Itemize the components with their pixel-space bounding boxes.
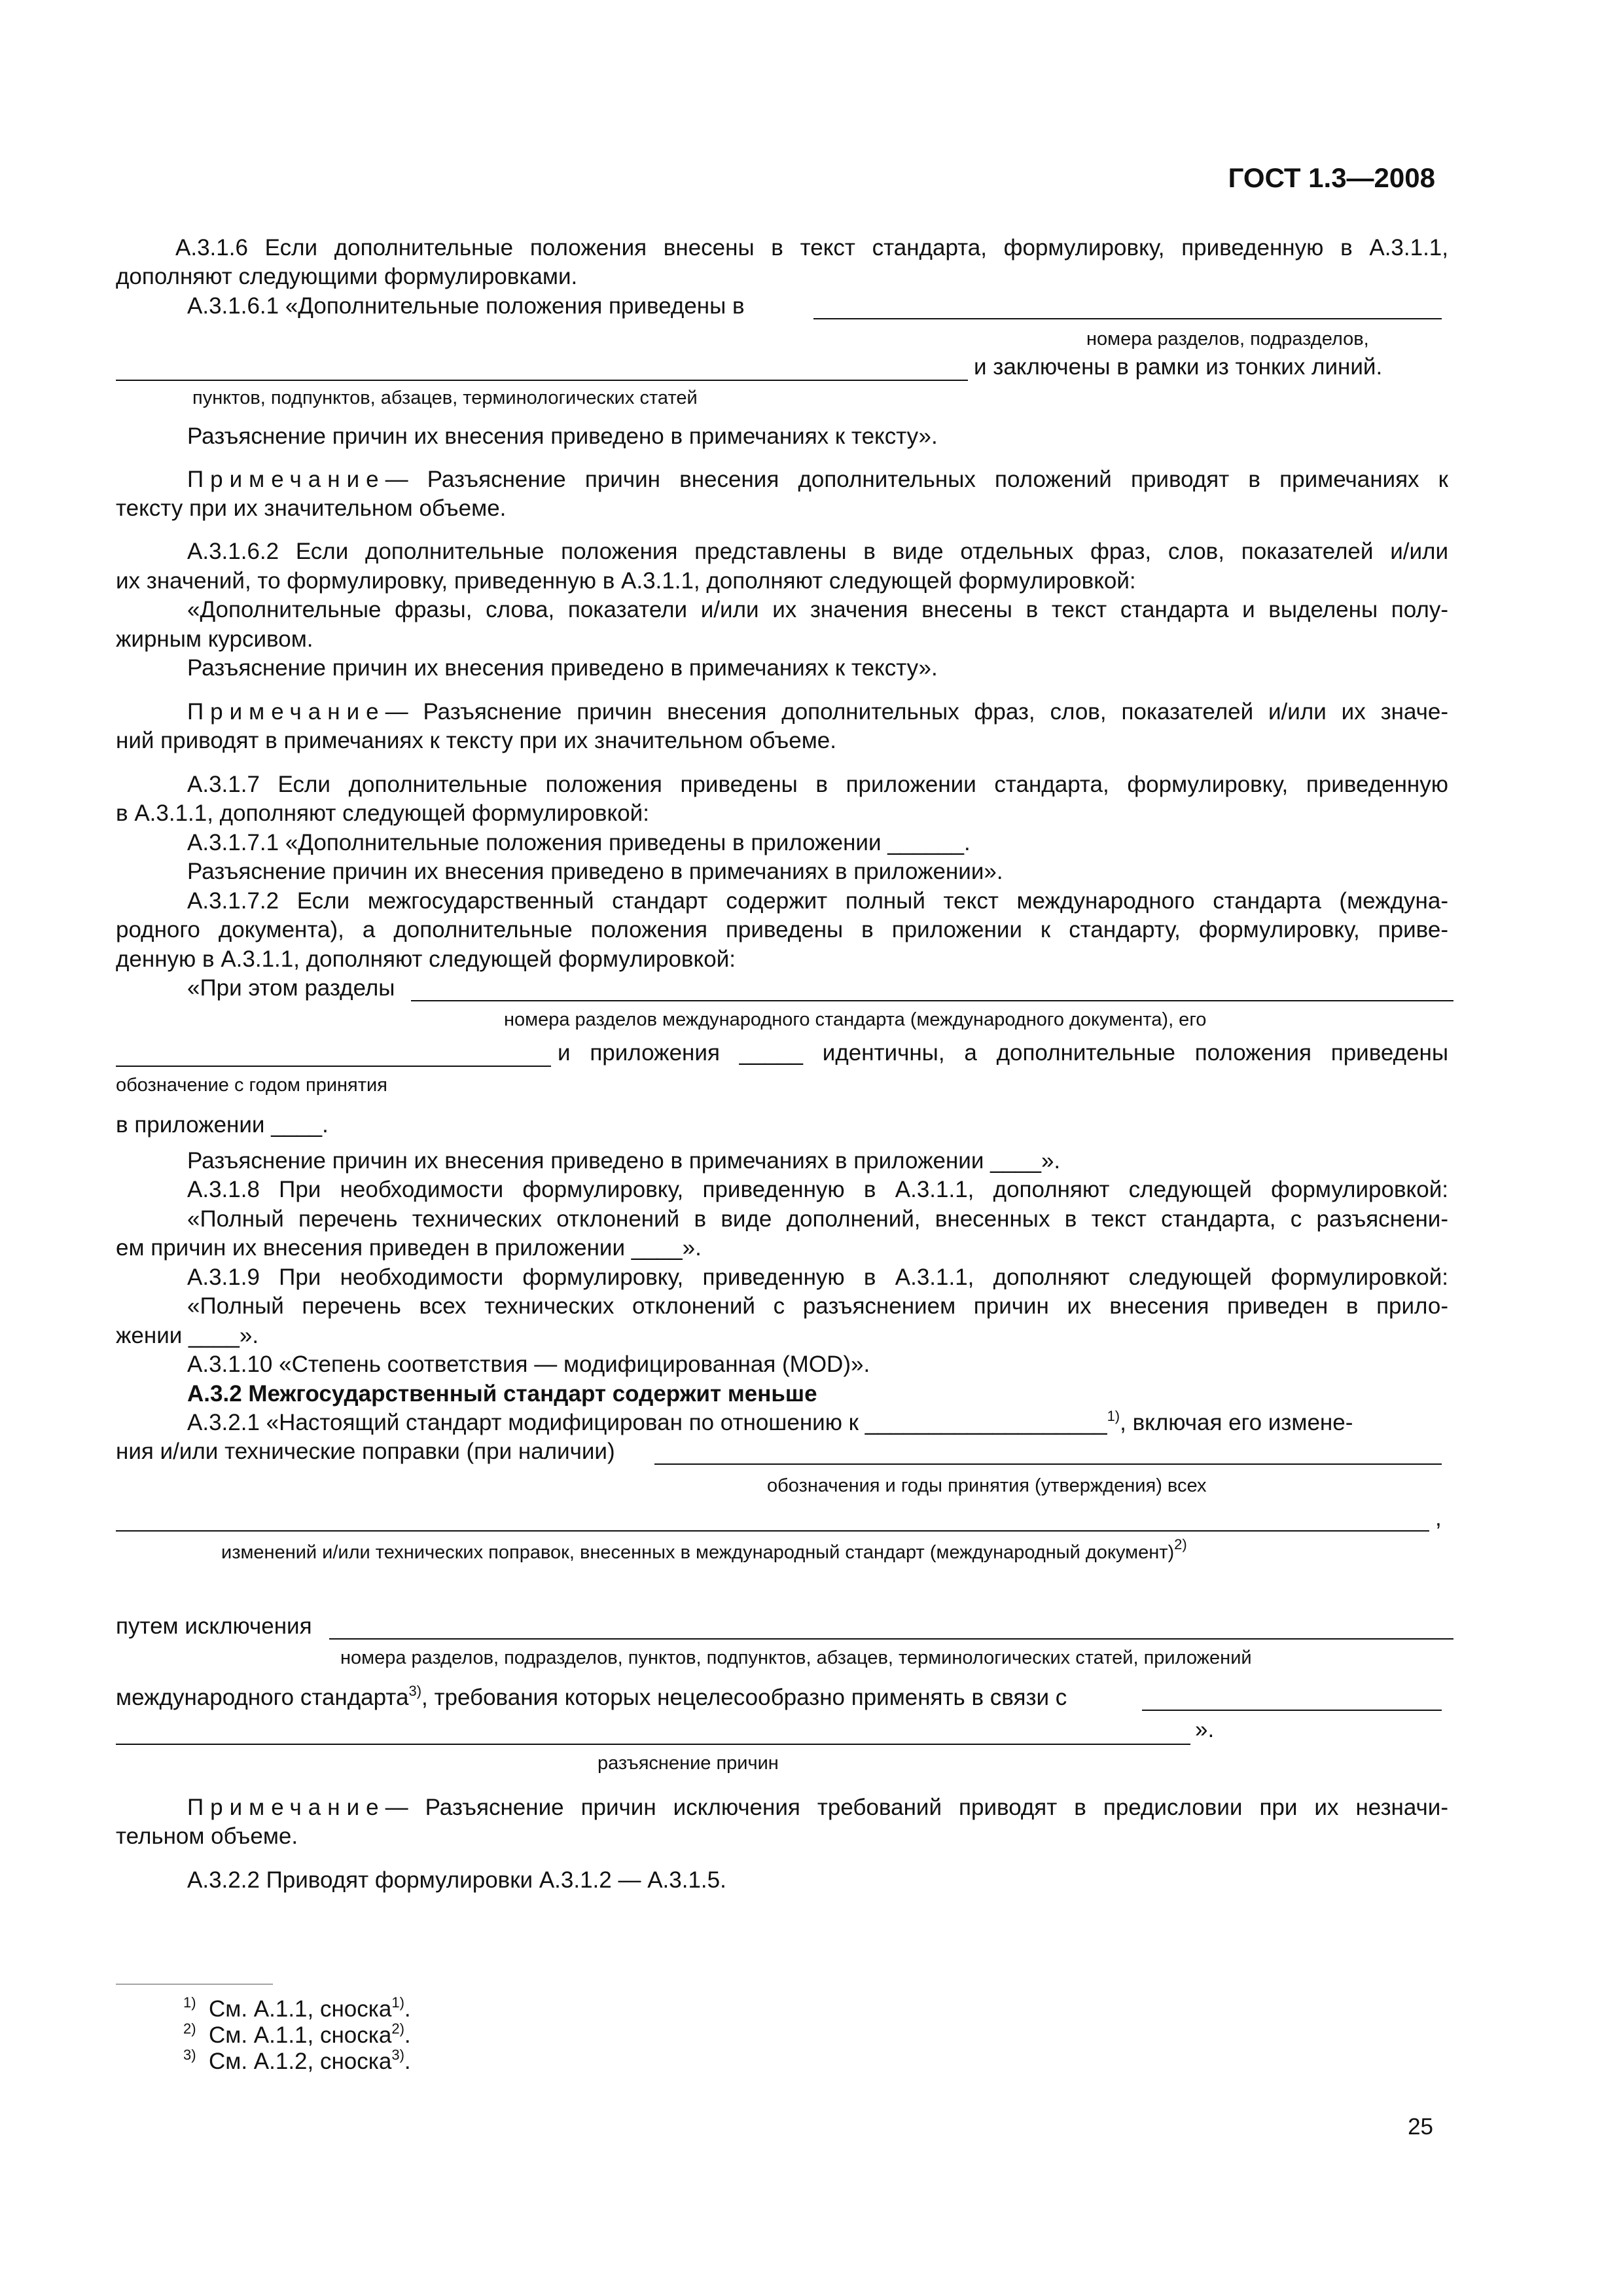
document-header: ГОСТ 1.3—2008	[1228, 162, 1435, 193]
paragraph-a3172-line6: в приложении ____.	[116, 1112, 329, 1138]
closing-quote: ».	[1195, 1717, 1215, 1742]
paragraph-a319-line3: жении ____».	[116, 1323, 259, 1348]
note-1-line2: тексту при их значительном объеме.	[116, 495, 507, 521]
paragraph-a3172-line4: «При этом разделы	[187, 975, 395, 1001]
blank-line	[116, 1744, 1190, 1745]
field-caption: номера разделов международного стандарта (международного документа), его	[504, 1009, 1207, 1030]
paragraph-a317-line1: А.3.1.7 Если дополнительные положения приведены в приложении стандарта, формулировку, приведенную	[187, 772, 1448, 797]
blank-line	[654, 1463, 1442, 1465]
paragraph-a318-line3: ем причин их внесения приведен в приложении ____».	[116, 1235, 702, 1261]
paragraph-a316-line2: дополняют следующими формулировками.	[116, 264, 578, 289]
footnote-3: $^{3)}$ См. А.1.2, сноска$^{3)}$.	[183, 2047, 411, 2074]
field-caption: обозначение с годом принятия	[116, 1075, 387, 1096]
paragraph-a3221-line3: путем исключения	[116, 1613, 312, 1639]
field-caption: номера разделов, подразделов, пунктов, подпунктов, абзацев, терминологических статей, приложений	[340, 1647, 1252, 1668]
paragraph-a3162-line2: их значений, то формулировку, приведенную в А.3.1.1, дополняют следующей формулировкой:	[116, 568, 1136, 594]
paragraph-a3172-line5: и приложения _____ идентичны, а дополнительные положения приведены	[558, 1040, 1448, 1066]
note-label: Примечание	[187, 467, 385, 492]
field-caption: пунктов, подпунктов, абзацев, терминологических статей	[192, 387, 698, 408]
paragraph-a3221-line2: ния и/или технические поправки (при наличии)	[116, 1439, 615, 1464]
note-2-line1: Примечание— Разъяснение причин внесения дополнительных фраз, слов, показателей и/или их значе-	[187, 699, 1448, 725]
paragraph-a3110: А.3.1.10 «Степень соответствия — модифицированная (MOD)».	[187, 1352, 870, 1377]
paragraph-a3161-framed: и заключены в рамки из тонких линий.	[974, 354, 1383, 380]
note-3-line1: Примечание— Разъяснение причин исключения требований приводят в предисловии при их незначи-	[187, 1795, 1448, 1820]
note-label: Примечание	[187, 699, 385, 725]
blank-line	[116, 380, 968, 381]
blank-line	[329, 1638, 1454, 1640]
paragraph-a3171: А.3.1.7.1 «Дополнительные положения приведены в приложении ______.	[187, 830, 971, 855]
paragraph-a316-line1: А.3.1.6 Если дополнительные положения внесены в текст стандарта, формулировку, приведенную в А.3.1.1,	[175, 235, 1448, 260]
note-3-line2: тельном объеме.	[116, 1823, 298, 1849]
paragraph-a3171-b: Разъяснение причин их внесения приведено в примечаниях в приложении».	[187, 859, 1003, 884]
note-2-line2: ний приводят в примечаниях к тексту при их значительном объеме.	[116, 728, 836, 753]
paragraph-a319-line2: «Полный перечень всех технических отклонений с разъяснением причин их внесения приведен в прило-	[187, 1293, 1448, 1319]
paragraph-a3161-start: А.3.1.6.1 «Дополнительные положения приведены в	[187, 293, 745, 319]
paragraph-a3162-line1: А.3.1.6.2 Если дополнительные положения представлены в виде отдельных фраз, слов, показателей и/или	[187, 539, 1448, 564]
paragraph-a317-line2: в А.3.1.1, дополняют следующей формулировкой:	[116, 800, 649, 826]
comma: ,	[1435, 1505, 1442, 1531]
blank-line	[1142, 1710, 1442, 1711]
section-heading-a32: А.3.2 Межгосударственный стандарт содержит меньше	[187, 1381, 817, 1407]
field-caption: обозначения и годы принятия (утверждения) всех	[767, 1475, 1207, 1496]
paragraph-a3222: А.3.2.2 Приводят формулировки А.3.1.2 — А.3.1.5.	[187, 1867, 726, 1893]
paragraph-a3162-line5: Разъяснение причин их внесения приведено в примечаниях к тексту».	[187, 655, 938, 681]
field-caption: разъяснение причин	[597, 1753, 779, 1774]
paragraph-a319-line1: А.3.1.9 При необходимости формулировку, приведенную в А.3.1.1, дополняют следующей формулировкой:	[187, 1265, 1448, 1290]
footnote-1: $^{1)}$ См. А.1.1, сноска$^{1)}$.	[183, 1994, 411, 2022]
paragraph-a3172-line1: А.3.1.7.2 Если межгосударственный стандарт содержит полный текст международного стандарта (междуна-	[187, 888, 1448, 914]
paragraph-a3172-line3: денную в А.3.1.1, дополняют следующей формулировкой:	[116, 946, 736, 972]
paragraph-a3172-line2: родного документа), а дополнительные положения приведены в приложении к стандарту, формулировку, приве-	[116, 917, 1448, 942]
paragraph-a3162-line4: жирным курсивом.	[116, 626, 313, 652]
paragraph-a3162-line3: «Дополнительные фразы, слова, показатели и/или их значения внесены в текст стандарта и выделены полу-	[187, 597, 1448, 622]
paragraph-a3161-end: Разъяснение причин их внесения приведено в примечаниях к тексту».	[187, 423, 938, 449]
field-caption: номера разделов, подразделов,	[1086, 329, 1369, 350]
paragraph-a3172-line7: Разъяснение причин их внесения приведено в примечаниях в приложении ____».	[187, 1148, 1061, 1174]
paragraph-a318-line1: А.3.1.8 При необходимости формулировку, приведенную в А.3.1.1, дополняют следующей формулировкой:	[187, 1177, 1448, 1202]
field-caption: изменений и/или технических поправок, внесенных в международный стандарт (международный документ)$^{2)}$	[221, 1536, 1187, 1563]
blank-line	[813, 318, 1442, 319]
paragraph-a3221-line4: международного стандарта$^{3)}$, требования которых нецелесообразно применять в связи с	[116, 1683, 1067, 1710]
note-label: Примечание	[187, 1795, 385, 1820]
note-1-line1: Примечание— Разъяснение причин внесения дополнительных положений приводят в примечаниях к	[187, 467, 1448, 492]
paragraph-a3221-line1: А.3.2.1 «Настоящий стандарт модифицирован по отношению к ___________________$^{1)}$, включая его измене-	[187, 1408, 1353, 1435]
blank-line	[116, 1066, 551, 1067]
page-number: 25	[1408, 2114, 1433, 2140]
blank-line	[116, 1530, 1429, 1532]
footnote-ref: 3)	[408, 1683, 422, 1699]
footnote-ref: 1)	[1107, 1408, 1120, 1424]
blank-line	[411, 1000, 1454, 1001]
footnote-2: $^{2)}$ См. А.1.1, сноска$^{2)}$.	[183, 2020, 411, 2048]
paragraph-a318-line2: «Полный перечень технических отклонений в виде дополнений, внесенных в текст стандарта, с разъяснени-	[187, 1206, 1448, 1232]
